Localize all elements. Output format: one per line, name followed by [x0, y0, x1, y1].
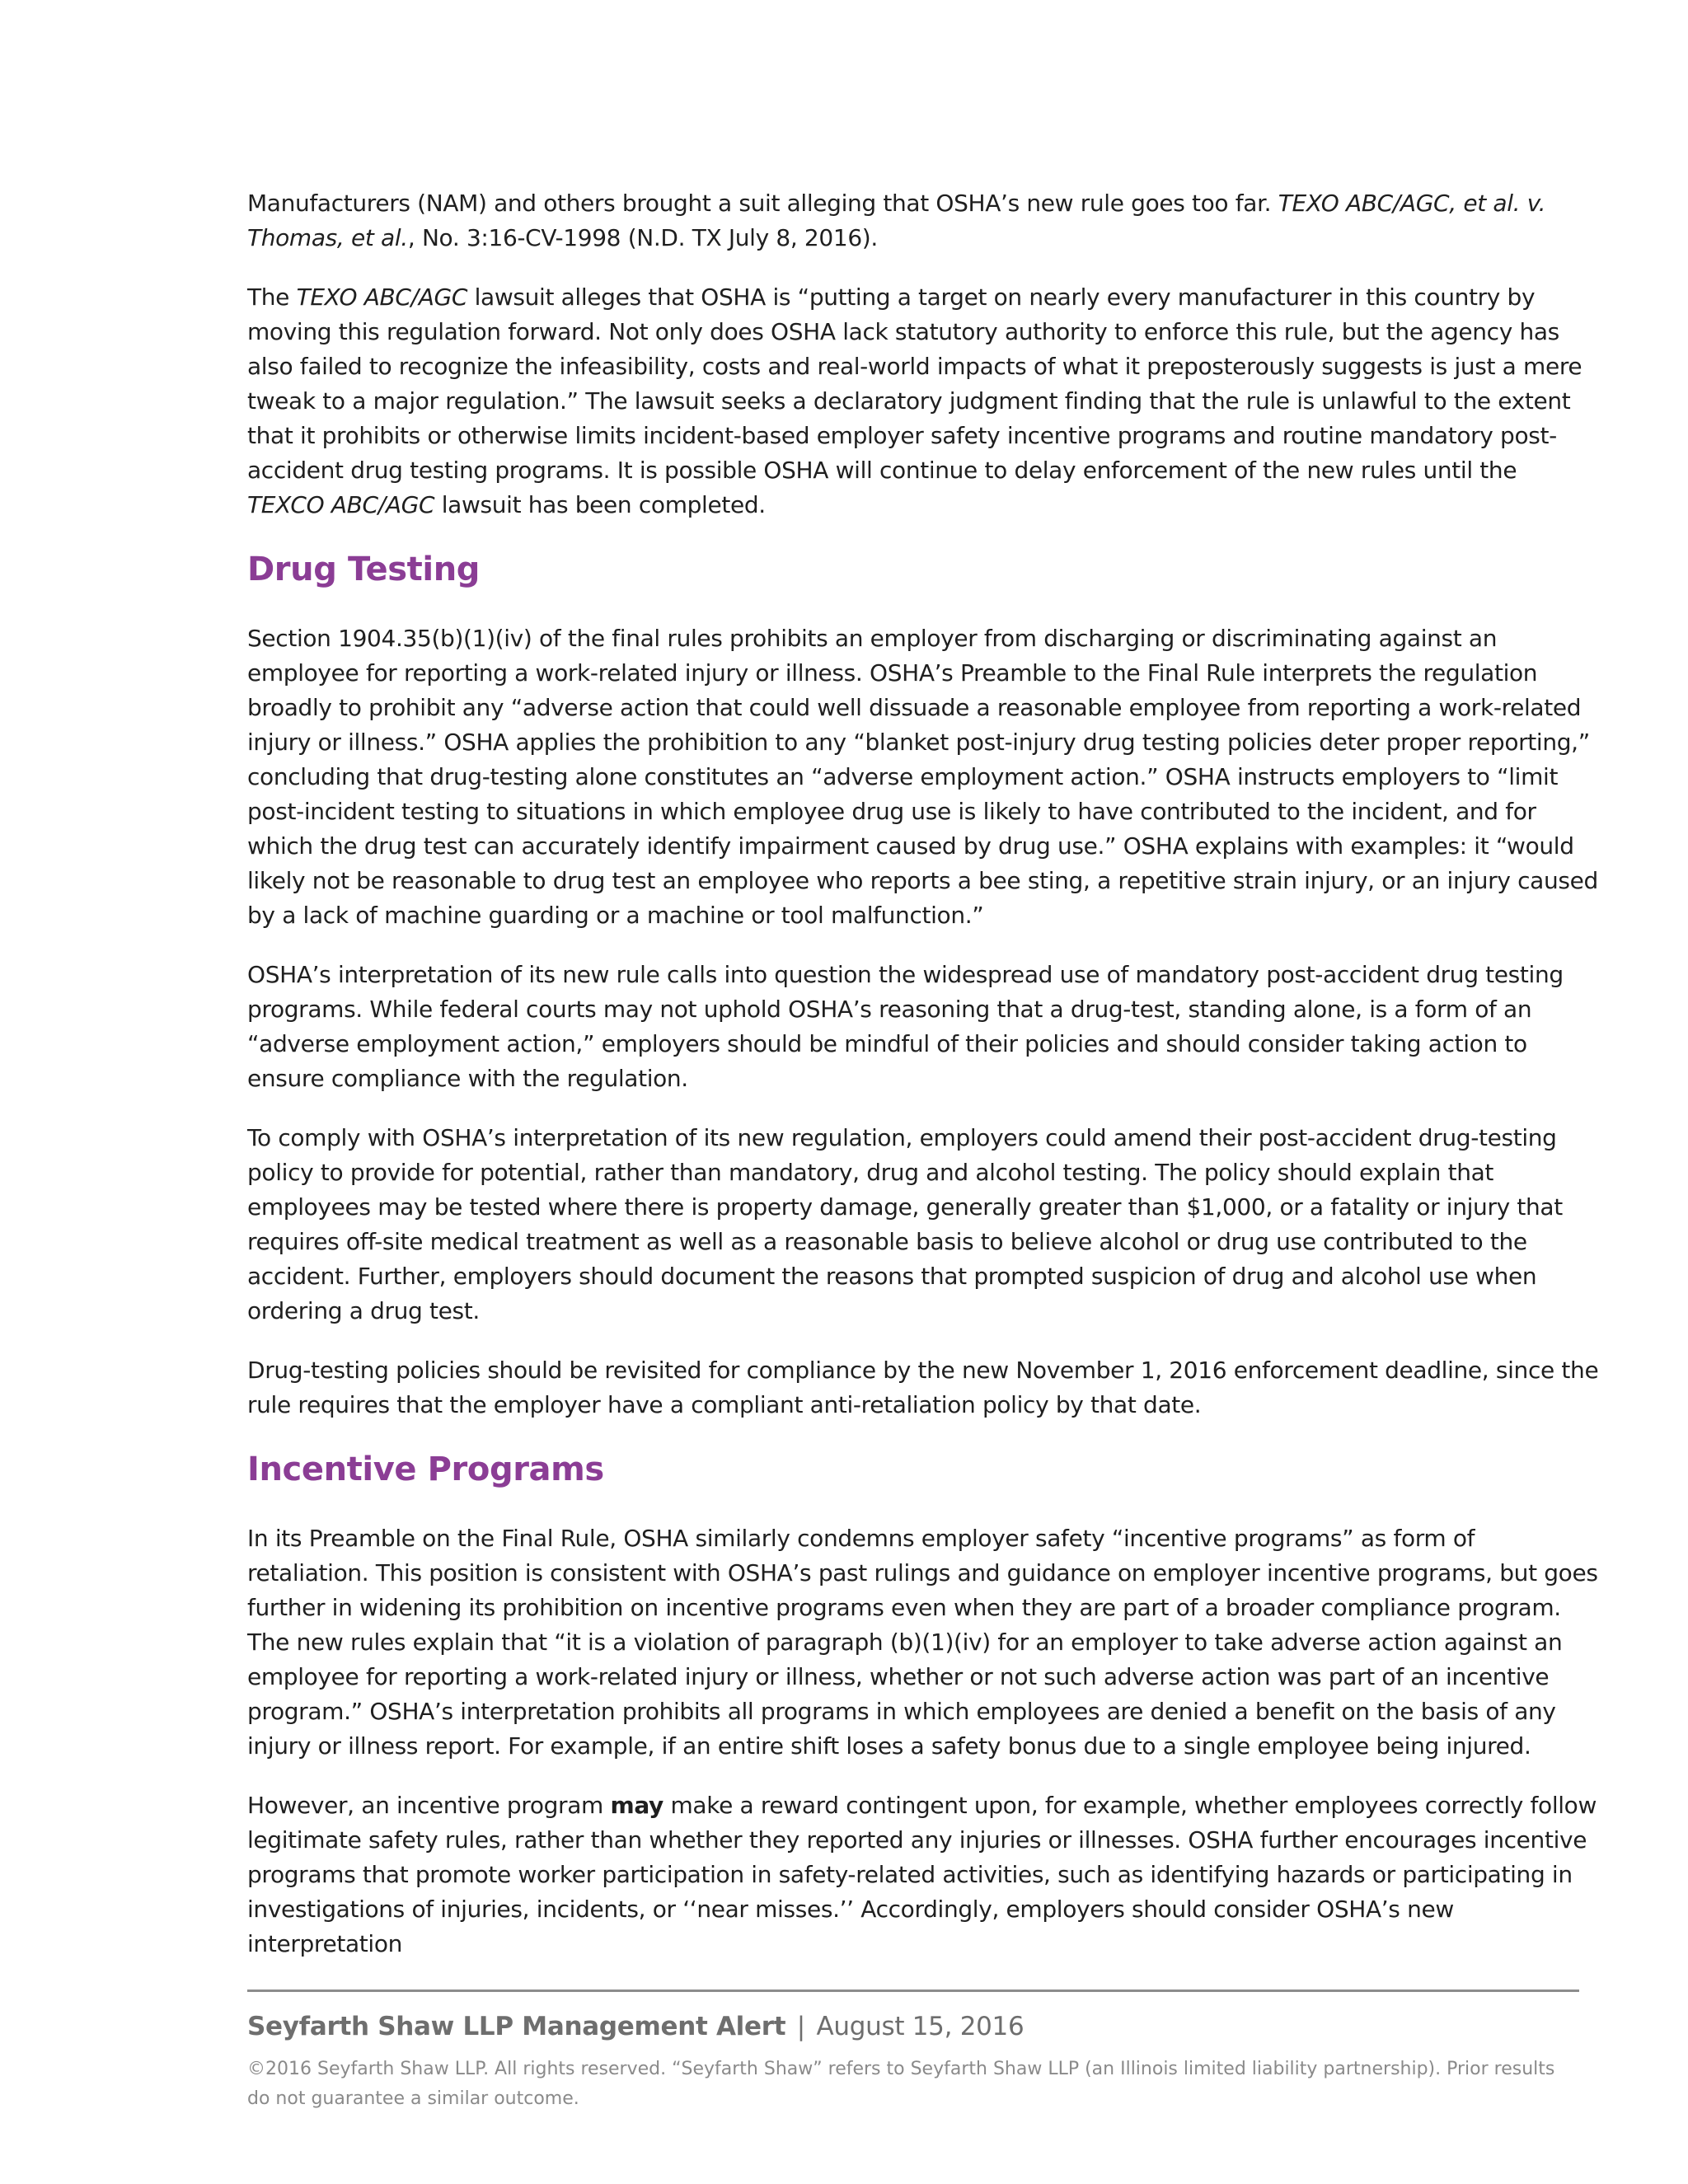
paragraph-deadline: Drug-testing policies should be revisited for compliance by the new November 1, 2016 enforcement deadline, since the rule requires that the employer have a compliant anti-retaliation policy by that date. [247, 1357, 1599, 1418]
copyright-notice: ©2016 Seyfarth Shaw LLP. All rights reserved. “Seyfarth Shaw” refers to Seyfarth Shaw LLP (an Illinois limited liability partnership). Prior results do not guarantee a similar outcome. [247, 2059, 1555, 2109]
text-run: The [247, 284, 297, 311]
emphasis-may: may [610, 1792, 663, 1819]
article-body [247, 186, 1599, 1986]
footer-separator: | [796, 2012, 805, 2041]
text-run: lawsuit alleges that OSHA is “putting a target on nearly every manufacturer in this country by moving this regulation forward. Not only does OSHA lack statutory authority to enforce this rule, but the agency has also failed to recognize the infeasibility, costs and real-world impacts of what it preposterously suggests is just a mere tweak to a major regulation.” The lawsuit seeks a declaratory judgment finding that the rule is unlawful to the extent that it prohibits or otherwise limits incident-based employer safety incentive programs and routine mandatory post-accident drug testing programs. It is possible OSHA will continue to delay enforcement of the new rules until the [247, 284, 1582, 484]
footer-divider [247, 1990, 1579, 1992]
section-heading-drug-testing: Drug Testing [247, 551, 481, 588]
paragraph-compliance: To comply with OSHA’s interpretation of its new regulation, employers could amend their post-accident drug-testing policy to provide for potential, rather than mandatory, drug and alcohol testing. The policy should explain that employees may be tested where there is property damage, generally greater than $1,000, or a fatality or injury that requires off-site medical treatment as well as a reasonable basis to believe alcohol or drug use contributed to the accident. Further, employers should document the reasons that prompted suspicion of drug and alcohol use when ordering a drug test. [247, 1124, 1563, 1324]
case-name: TEXO ABC/AGC [296, 284, 468, 311]
paragraph-lawsuit-citation [247, 186, 1599, 255]
page-footer [247, 1990, 1579, 2114]
paragraph-incentive-may [247, 1788, 1599, 1961]
text-run: make a reward contingent upon, for example, whether employees correctly follow legitimate safety rules, rather than whether they reported any injuries or illnesses. OSHA further encourages incentive programs that promote worker participation in safety-related activities, such as identifying hazards or participating in investigations of injuries, incidents, or ‘‘near misses.’’ Accordingly, employers should consider OSHA’s new interpretation [247, 1792, 1597, 1957]
text-run: , No. 3:16-CV-1998 (N.D. TX July 8, 2016). [407, 224, 878, 251]
paragraph-section-1904: Section 1904.35(b)(1)(iv) of the final rules prohibits an employer from discharging or discriminating against an employee for reporting a work-related injury or illness. OSHA’s Preamble to the Final Rule interprets the regulation broadly to prohibit any “adverse action that could well dissuade a reasonable employee from reporting a work-related injury or illness.” OSHA applies the prohibition to any “blanket post-injury drug testing policies deter proper reporting,” concluding that drug-testing alone constitutes an “adverse employment action.” OSHA instructs employers to “limit post-incident testing to situations in which employee drug use is likely to have contributed to the incident, and for which the drug test can accurately identify impairment caused by drug use.” OSHA explains with examples: it “would likely not be reasonable to drug test an employee who reports a bee sting, a repetitive strain injury, or an injury caused by a lack of machine guarding or a machine or tool malfunction.” [247, 625, 1598, 929]
text-run: lawsuit has been completed. [434, 491, 766, 518]
paragraph-preamble: In its Preamble on the Final Rule, OSHA similarly condemns employer safety “incentive programs” as form of retaliation. This position is consistent with OSHA’s past rulings and guidance on employer incentive programs, but goes further in widening its prohibition on incentive programs even when they are part of a broader compliance program. The new rules explain that “it is a violation of paragraph (b)(1)(iv) for an employer to take adverse action against an employee for reporting a work-related injury or illness, whether or not such adverse action was part of an incentive program.” OSHA’s interpretation prohibits all programs in which employees are denied a benefit on the basis of any injury or illness report. For example, if an entire shift loses a safety bonus due to a single employee being injured. [247, 1525, 1598, 1760]
publication-name: Seyfarth Shaw LLP Management Alert [247, 2012, 786, 2041]
publication-date: August 15, 2016 [816, 2012, 1025, 2041]
text-run: Manufacturers (NAM) and others brought a suit alleging that OSHA’s new rule goes too far. [247, 190, 1278, 217]
footer-publication-line [247, 2012, 1579, 2041]
case-name: TEXCO ABC/AGC [247, 491, 435, 518]
text-run: However, an incentive program [247, 1792, 611, 1819]
paragraph-interpretation: OSHA’s interpretation of its new rule calls into question the widespread use of mandatory post-accident drug testing programs. While federal courts may not uphold OSHA’s reasoning that a drug-test, standing alone, is a form of an “adverse employment action,” employers should be mindful of their policies and should consider taking action to ensure compliance with the regulation. [247, 961, 1564, 1092]
section-heading-incentive-programs: Incentive Programs [247, 1451, 604, 1488]
case-name: TEXO ABC/AGC, et al. v. Thomas, et al. [247, 190, 1546, 251]
paragraph-lawsuit-allegations [247, 280, 1599, 523]
